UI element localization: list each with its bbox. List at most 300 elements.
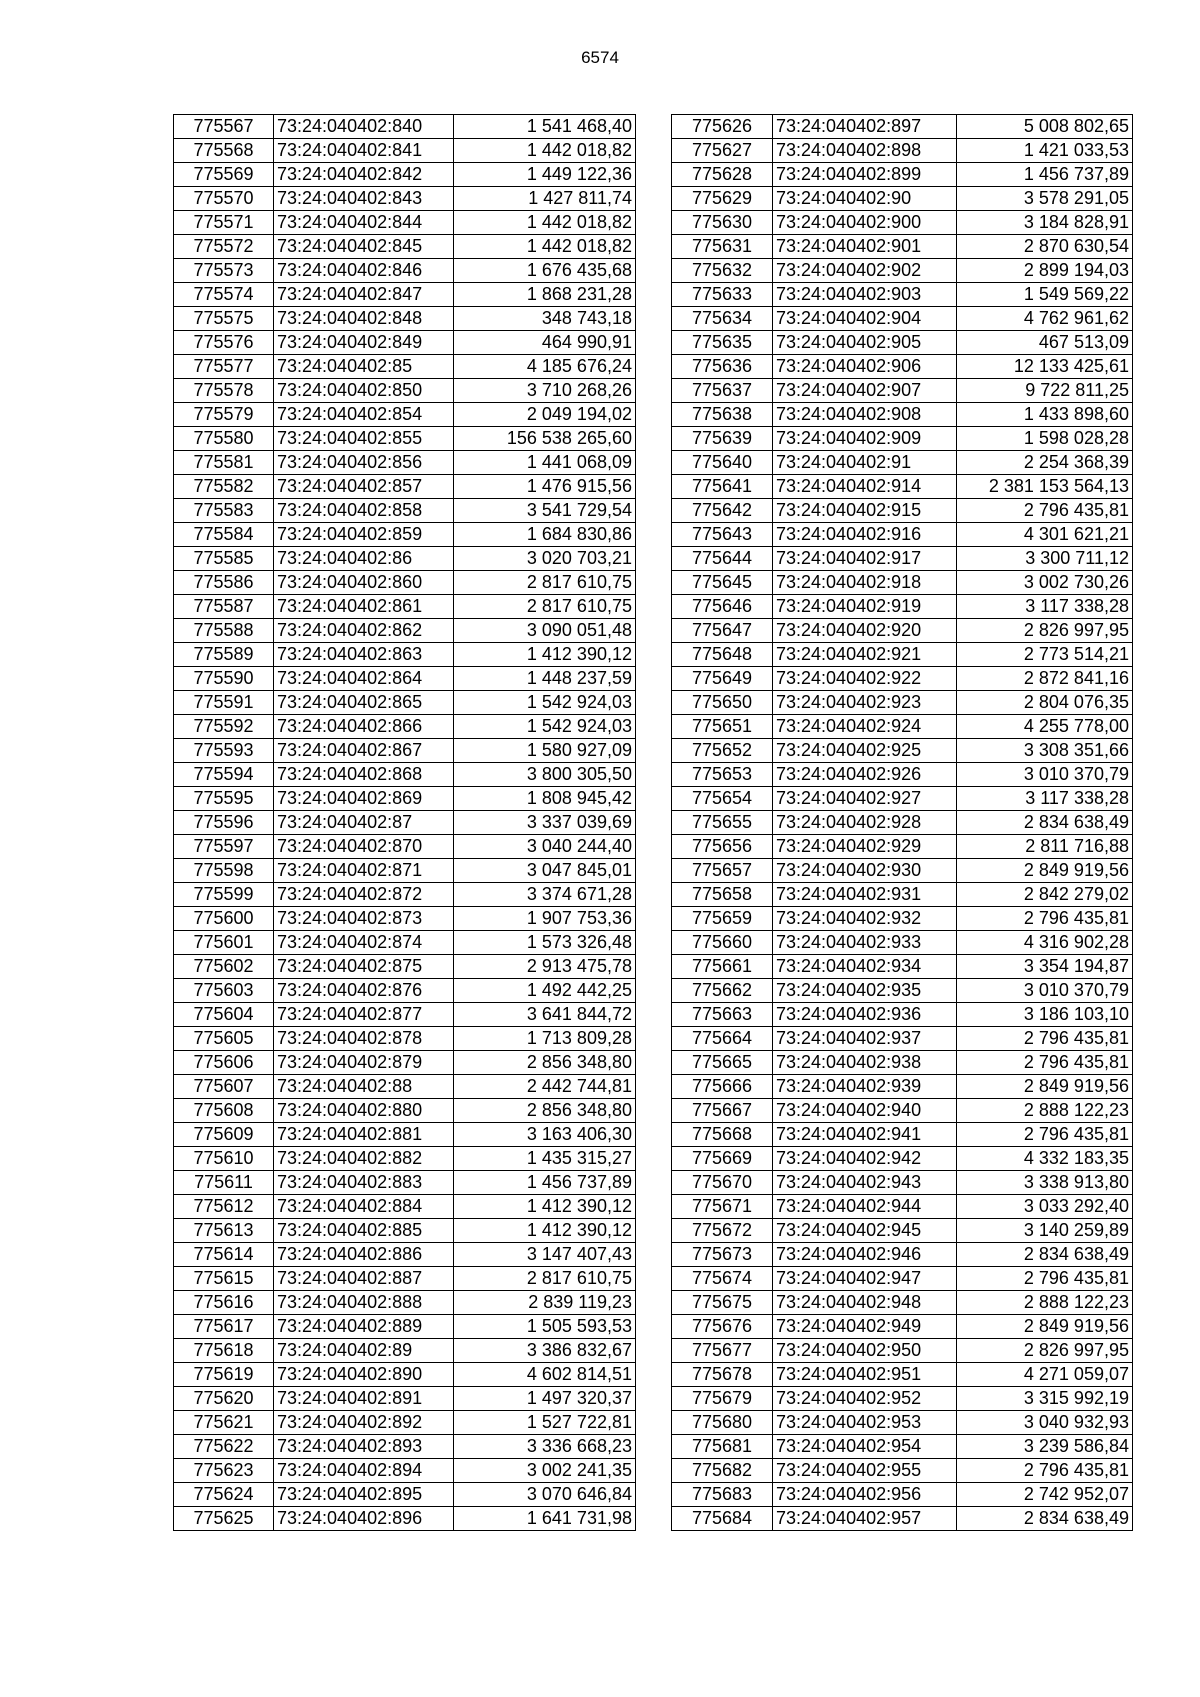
table-row <box>174 259 636 283</box>
cadastral-number-cell: 73:24:040402:846 <box>274 259 454 283</box>
cadastral-number-cell: 73:24:040402:85 <box>274 355 454 379</box>
value-cell: 2 381 153 564,13 <box>957 475 1133 499</box>
cadastral-number-cell: 73:24:040402:864 <box>274 667 454 691</box>
record-number-cell: 775671 <box>672 1195 773 1219</box>
cadastral-number-cell: 73:24:040402:914 <box>773 475 957 499</box>
table-row <box>174 187 636 211</box>
value-cell: 2 842 279,02 <box>957 883 1133 907</box>
table-row <box>174 643 636 667</box>
cadastral-number-cell: 73:24:040402:844 <box>274 211 454 235</box>
record-number-cell: 775606 <box>174 1051 274 1075</box>
table-row <box>174 451 636 475</box>
value-cell: 1 427 811,74 <box>454 187 636 211</box>
cadastral-number-cell: 73:24:040402:871 <box>274 859 454 883</box>
table-row <box>174 427 636 451</box>
record-number-cell: 775578 <box>174 379 274 403</box>
cadastral-number-cell: 73:24:040402:927 <box>773 787 957 811</box>
cadastral-number-cell: 73:24:040402:930 <box>773 859 957 883</box>
table-row <box>672 1387 1133 1411</box>
table-row <box>174 355 636 379</box>
table-row <box>672 571 1133 595</box>
record-number-cell: 775684 <box>672 1507 773 1531</box>
record-number-cell: 775621 <box>174 1411 274 1435</box>
cadastral-number-cell: 73:24:040402:854 <box>274 403 454 427</box>
table-row <box>174 331 636 355</box>
value-cell: 2 796 435,81 <box>957 1051 1133 1075</box>
record-number-cell: 775678 <box>672 1363 773 1387</box>
value-cell: 1 435 315,27 <box>454 1147 636 1171</box>
value-cell: 3 239 586,84 <box>957 1435 1133 1459</box>
table-row <box>672 403 1133 427</box>
cadastral-number-cell: 73:24:040402:859 <box>274 523 454 547</box>
value-cell: 2 442 744,81 <box>454 1075 636 1099</box>
cadastral-number-cell: 73:24:040402:938 <box>773 1051 957 1075</box>
table-row <box>672 859 1133 883</box>
table-row <box>174 403 636 427</box>
record-number-cell: 775610 <box>174 1147 274 1171</box>
cadastral-number-cell: 73:24:040402:925 <box>773 739 957 763</box>
cadastral-number-cell: 73:24:040402:857 <box>274 475 454 499</box>
record-number-cell: 775612 <box>174 1195 274 1219</box>
cadastral-number-cell: 73:24:040402:922 <box>773 667 957 691</box>
record-number-cell: 775643 <box>672 523 773 547</box>
record-number-cell: 775670 <box>672 1171 773 1195</box>
cadastral-number-cell: 73:24:040402:870 <box>274 835 454 859</box>
record-number-cell: 775658 <box>672 883 773 907</box>
value-cell: 3 315 992,19 <box>957 1387 1133 1411</box>
table-row <box>672 1075 1133 1099</box>
table-row <box>672 499 1133 523</box>
cadastral-number-cell: 73:24:040402:882 <box>274 1147 454 1171</box>
cadastral-number-cell: 73:24:040402:904 <box>773 307 957 331</box>
value-cell: 2 796 435,81 <box>957 1123 1133 1147</box>
cadastral-number-cell: 73:24:040402:896 <box>274 1507 454 1531</box>
value-cell: 2 839 119,23 <box>454 1291 636 1315</box>
table-row <box>174 283 636 307</box>
record-number-cell: 775574 <box>174 283 274 307</box>
record-number-cell: 775665 <box>672 1051 773 1075</box>
record-number-cell: 775582 <box>174 475 274 499</box>
table-row <box>672 211 1133 235</box>
value-cell: 1 542 924,03 <box>454 715 636 739</box>
record-number-cell: 775630 <box>672 211 773 235</box>
record-number-cell: 775651 <box>672 715 773 739</box>
table-row <box>672 883 1133 907</box>
table-row <box>174 1147 636 1171</box>
record-number-cell: 775663 <box>672 1003 773 1027</box>
table-row <box>672 811 1133 835</box>
value-cell: 467 513,09 <box>957 331 1133 355</box>
value-cell: 1 442 018,82 <box>454 235 636 259</box>
value-cell: 2 849 919,56 <box>957 859 1133 883</box>
table-row <box>174 1267 636 1291</box>
table-row <box>174 1003 636 1027</box>
value-cell: 2 870 630,54 <box>957 235 1133 259</box>
cadastral-number-cell: 73:24:040402:900 <box>773 211 957 235</box>
cadastral-number-cell: 73:24:040402:957 <box>773 1507 957 1531</box>
registry-table-right <box>671 114 1133 1531</box>
value-cell: 2 856 348,80 <box>454 1099 636 1123</box>
value-cell: 1 441 068,09 <box>454 451 636 475</box>
table-row <box>174 1219 636 1243</box>
value-cell: 2 899 194,03 <box>957 259 1133 283</box>
value-cell: 9 722 811,25 <box>957 379 1133 403</box>
cadastral-number-cell: 73:24:040402:89 <box>274 1339 454 1363</box>
cadastral-number-cell: 73:24:040402:931 <box>773 883 957 907</box>
record-number-cell: 775664 <box>672 1027 773 1051</box>
record-number-cell: 775588 <box>174 619 274 643</box>
cadastral-number-cell: 73:24:040402:884 <box>274 1195 454 1219</box>
value-cell: 3 337 039,69 <box>454 811 636 835</box>
value-cell: 2 913 475,78 <box>454 955 636 979</box>
value-cell: 2 817 610,75 <box>454 1267 636 1291</box>
record-number-cell: 775638 <box>672 403 773 427</box>
cadastral-number-cell: 73:24:040402:943 <box>773 1171 957 1195</box>
record-number-cell: 775675 <box>672 1291 773 1315</box>
cadastral-number-cell: 73:24:040402:888 <box>274 1291 454 1315</box>
record-number-cell: 775626 <box>672 115 773 139</box>
value-cell: 1 573 326,48 <box>454 931 636 955</box>
value-cell: 3 147 407,43 <box>454 1243 636 1267</box>
table-row <box>174 571 636 595</box>
cadastral-number-cell: 73:24:040402:953 <box>773 1411 957 1435</box>
table-row <box>672 1315 1133 1339</box>
record-number-cell: 775633 <box>672 283 773 307</box>
record-number-cell: 775584 <box>174 523 274 547</box>
record-number-cell: 775676 <box>672 1315 773 1339</box>
record-number-cell: 775682 <box>672 1459 773 1483</box>
table-row <box>174 715 636 739</box>
record-number-cell: 775572 <box>174 235 274 259</box>
table-row <box>672 283 1133 307</box>
cadastral-number-cell: 73:24:040402:849 <box>274 331 454 355</box>
value-cell: 4 316 902,28 <box>957 931 1133 955</box>
record-number-cell: 775589 <box>174 643 274 667</box>
table-row <box>174 1243 636 1267</box>
cadastral-number-cell: 73:24:040402:86 <box>274 547 454 571</box>
cadastral-number-cell: 73:24:040402:907 <box>773 379 957 403</box>
value-cell: 3 010 370,79 <box>957 763 1133 787</box>
table-row <box>174 1051 636 1075</box>
cadastral-number-cell: 73:24:040402:868 <box>274 763 454 787</box>
cadastral-number-cell: 73:24:040402:87 <box>274 811 454 835</box>
table-row <box>672 115 1133 139</box>
record-number-cell: 775605 <box>174 1027 274 1051</box>
table-row <box>174 1507 636 1531</box>
cadastral-number-cell: 73:24:040402:891 <box>274 1387 454 1411</box>
record-number-cell: 775653 <box>672 763 773 787</box>
cadastral-number-cell: 73:24:040402:861 <box>274 595 454 619</box>
cadastral-number-cell: 73:24:040402:945 <box>773 1219 957 1243</box>
table-row <box>672 1267 1133 1291</box>
table-row <box>174 931 636 955</box>
record-number-cell: 775615 <box>174 1267 274 1291</box>
table-row <box>672 475 1133 499</box>
cadastral-number-cell: 73:24:040402:893 <box>274 1435 454 1459</box>
registry-table-left <box>173 114 636 1531</box>
table-row <box>672 259 1133 283</box>
value-cell: 4 271 059,07 <box>957 1363 1133 1387</box>
record-number-cell: 775611 <box>174 1171 274 1195</box>
record-number-cell: 775600 <box>174 907 274 931</box>
cadastral-number-cell: 73:24:040402:917 <box>773 547 957 571</box>
table-row <box>174 211 636 235</box>
table-row <box>174 1483 636 1507</box>
record-number-cell: 775590 <box>174 667 274 691</box>
record-number-cell: 775674 <box>672 1267 773 1291</box>
record-number-cell: 775576 <box>174 331 274 355</box>
table-row <box>672 1147 1133 1171</box>
value-cell: 5 008 802,65 <box>957 115 1133 139</box>
record-number-cell: 775596 <box>174 811 274 835</box>
cadastral-number-cell: 73:24:040402:885 <box>274 1219 454 1243</box>
value-cell: 3 020 703,21 <box>454 547 636 571</box>
cadastral-number-cell: 73:24:040402:843 <box>274 187 454 211</box>
value-cell: 1 542 924,03 <box>454 691 636 715</box>
record-number-cell: 775617 <box>174 1315 274 1339</box>
table-row <box>672 1411 1133 1435</box>
cadastral-number-cell: 73:24:040402:855 <box>274 427 454 451</box>
table-row <box>174 235 636 259</box>
record-number-cell: 775652 <box>672 739 773 763</box>
table-row <box>174 1075 636 1099</box>
cadastral-number-cell: 73:24:040402:858 <box>274 499 454 523</box>
cadastral-number-cell: 73:24:040402:873 <box>274 907 454 931</box>
cadastral-number-cell: 73:24:040402:949 <box>773 1315 957 1339</box>
table-row <box>672 187 1133 211</box>
record-number-cell: 775649 <box>672 667 773 691</box>
record-number-cell: 775623 <box>174 1459 274 1483</box>
value-cell: 2 049 194,02 <box>454 403 636 427</box>
record-number-cell: 775660 <box>672 931 773 955</box>
cadastral-number-cell: 73:24:040402:878 <box>274 1027 454 1051</box>
cadastral-number-cell: 73:24:040402:898 <box>773 139 957 163</box>
value-cell: 1 684 830,86 <box>454 523 636 547</box>
cadastral-number-cell: 73:24:040402:895 <box>274 1483 454 1507</box>
cadastral-number-cell: 73:24:040402:955 <box>773 1459 957 1483</box>
value-cell: 3 002 241,35 <box>454 1459 636 1483</box>
value-cell: 1 433 898,60 <box>957 403 1133 427</box>
table-row <box>672 1483 1133 1507</box>
value-cell: 2 796 435,81 <box>957 907 1133 931</box>
value-cell: 1 442 018,82 <box>454 139 636 163</box>
cadastral-number-cell: 73:24:040402:842 <box>274 163 454 187</box>
cadastral-number-cell: 73:24:040402:897 <box>773 115 957 139</box>
value-cell: 2 834 638,49 <box>957 811 1133 835</box>
table-row <box>174 835 636 859</box>
cadastral-number-cell: 73:24:040402:901 <box>773 235 957 259</box>
table-row <box>174 619 636 643</box>
cadastral-number-cell: 73:24:040402:88 <box>274 1075 454 1099</box>
table-row <box>174 787 636 811</box>
value-cell: 1 713 809,28 <box>454 1027 636 1051</box>
value-cell: 3 040 932,93 <box>957 1411 1133 1435</box>
value-cell: 1 641 731,98 <box>454 1507 636 1531</box>
table-row <box>174 811 636 835</box>
table-row <box>672 451 1133 475</box>
record-number-cell: 775625 <box>174 1507 274 1531</box>
value-cell: 2 849 919,56 <box>957 1075 1133 1099</box>
record-number-cell: 775570 <box>174 187 274 211</box>
record-number-cell: 775634 <box>672 307 773 331</box>
record-number-cell: 775573 <box>174 259 274 283</box>
record-number-cell: 775571 <box>174 211 274 235</box>
cadastral-number-cell: 73:24:040402:867 <box>274 739 454 763</box>
cadastral-number-cell: 73:24:040402:841 <box>274 139 454 163</box>
cadastral-number-cell: 73:24:040402:941 <box>773 1123 957 1147</box>
table-row <box>174 139 636 163</box>
record-number-cell: 775668 <box>672 1123 773 1147</box>
record-number-cell: 775603 <box>174 979 274 1003</box>
value-cell: 3 336 668,23 <box>454 1435 636 1459</box>
record-number-cell: 775679 <box>672 1387 773 1411</box>
table-row <box>174 595 636 619</box>
table-row <box>672 1339 1133 1363</box>
value-cell: 1 449 122,36 <box>454 163 636 187</box>
value-cell: 2 817 610,75 <box>454 595 636 619</box>
record-number-cell: 775569 <box>174 163 274 187</box>
value-cell: 3 090 051,48 <box>454 619 636 643</box>
table-row <box>174 499 636 523</box>
table-row <box>672 955 1133 979</box>
value-cell: 3 140 259,89 <box>957 1219 1133 1243</box>
value-cell: 1 868 231,28 <box>454 283 636 307</box>
value-cell: 4 185 676,24 <box>454 355 636 379</box>
table-row <box>174 1339 636 1363</box>
value-cell: 3 184 828,91 <box>957 211 1133 235</box>
record-number-cell: 775609 <box>174 1123 274 1147</box>
value-cell: 1 448 237,59 <box>454 667 636 691</box>
table-row <box>672 307 1133 331</box>
table-row <box>672 1003 1133 1027</box>
value-cell: 1 412 390,12 <box>454 643 636 667</box>
record-number-cell: 775683 <box>672 1483 773 1507</box>
cadastral-number-cell: 73:24:040402:866 <box>274 715 454 739</box>
value-cell: 1 549 569,22 <box>957 283 1133 307</box>
value-cell: 464 990,91 <box>454 331 636 355</box>
table-row <box>174 859 636 883</box>
value-cell: 1 492 442,25 <box>454 979 636 1003</box>
table-row <box>672 979 1133 1003</box>
table-row <box>672 331 1133 355</box>
value-cell: 1 676 435,68 <box>454 259 636 283</box>
value-cell: 1 412 390,12 <box>454 1195 636 1219</box>
record-number-cell: 775677 <box>672 1339 773 1363</box>
table-row <box>174 475 636 499</box>
record-number-cell: 775650 <box>672 691 773 715</box>
record-number-cell: 775629 <box>672 187 773 211</box>
table-row <box>174 1027 636 1051</box>
value-cell: 3 117 338,28 <box>957 595 1133 619</box>
record-number-cell: 775601 <box>174 931 274 955</box>
table-row <box>672 379 1133 403</box>
cadastral-number-cell: 73:24:040402:944 <box>773 1195 957 1219</box>
table-row <box>672 835 1133 859</box>
value-cell: 1 476 915,56 <box>454 475 636 499</box>
cadastral-number-cell: 73:24:040402:865 <box>274 691 454 715</box>
value-cell: 3 800 305,50 <box>454 763 636 787</box>
record-number-cell: 775608 <box>174 1099 274 1123</box>
cadastral-number-cell: 73:24:040402:875 <box>274 955 454 979</box>
record-number-cell: 775595 <box>174 787 274 811</box>
value-cell: 3 040 244,40 <box>454 835 636 859</box>
table-row <box>672 1459 1133 1483</box>
value-cell: 3 002 730,26 <box>957 571 1133 595</box>
value-cell: 1 527 722,81 <box>454 1411 636 1435</box>
record-number-cell: 775662 <box>672 979 773 1003</box>
table-row <box>672 427 1133 451</box>
value-cell: 1 907 753,36 <box>454 907 636 931</box>
value-cell: 3 047 845,01 <box>454 859 636 883</box>
record-number-cell: 775627 <box>672 139 773 163</box>
value-cell: 3 386 832,67 <box>454 1339 636 1363</box>
cadastral-number-cell: 73:24:040402:848 <box>274 307 454 331</box>
record-number-cell: 775644 <box>672 547 773 571</box>
cadastral-number-cell: 73:24:040402:902 <box>773 259 957 283</box>
table-row <box>174 907 636 931</box>
record-number-cell: 775635 <box>672 331 773 355</box>
cadastral-number-cell: 73:24:040402:886 <box>274 1243 454 1267</box>
value-cell: 3 033 292,40 <box>957 1195 1133 1219</box>
cadastral-number-cell: 73:24:040402:923 <box>773 691 957 715</box>
record-number-cell: 775579 <box>174 403 274 427</box>
cadastral-number-cell: 73:24:040402:935 <box>773 979 957 1003</box>
value-cell: 3 163 406,30 <box>454 1123 636 1147</box>
cadastral-number-cell: 73:24:040402:883 <box>274 1171 454 1195</box>
table-row <box>672 547 1133 571</box>
cadastral-number-cell: 73:24:040402:847 <box>274 283 454 307</box>
value-cell: 1 442 018,82 <box>454 211 636 235</box>
value-cell: 2 254 368,39 <box>957 451 1133 475</box>
value-cell: 156 538 265,60 <box>454 427 636 451</box>
table-row <box>672 355 1133 379</box>
record-number-cell: 775604 <box>174 1003 274 1027</box>
value-cell: 2 856 348,80 <box>454 1051 636 1075</box>
record-number-cell: 775647 <box>672 619 773 643</box>
table-row <box>672 1195 1133 1219</box>
table-row <box>174 979 636 1003</box>
cadastral-number-cell: 73:24:040402:876 <box>274 979 454 1003</box>
record-number-cell: 775607 <box>174 1075 274 1099</box>
cadastral-number-cell: 73:24:040402:942 <box>773 1147 957 1171</box>
table-row <box>672 1363 1133 1387</box>
cadastral-number-cell: 73:24:040402:906 <box>773 355 957 379</box>
value-cell: 1 412 390,12 <box>454 1219 636 1243</box>
cadastral-number-cell: 73:24:040402:924 <box>773 715 957 739</box>
cadastral-number-cell: 73:24:040402:881 <box>274 1123 454 1147</box>
value-cell: 4 301 621,21 <box>957 523 1133 547</box>
value-cell: 2 804 076,35 <box>957 691 1133 715</box>
cadastral-number-cell: 73:24:040402:887 <box>274 1267 454 1291</box>
value-cell: 2 811 716,88 <box>957 835 1133 859</box>
record-number-cell: 775639 <box>672 427 773 451</box>
cadastral-number-cell: 73:24:040402:905 <box>773 331 957 355</box>
record-number-cell: 775641 <box>672 475 773 499</box>
record-number-cell: 775645 <box>672 571 773 595</box>
cadastral-number-cell: 73:24:040402:880 <box>274 1099 454 1123</box>
record-number-cell: 775628 <box>672 163 773 187</box>
value-cell: 2 796 435,81 <box>957 1267 1133 1291</box>
cadastral-number-cell: 73:24:040402:946 <box>773 1243 957 1267</box>
record-number-cell: 775657 <box>672 859 773 883</box>
record-number-cell: 775637 <box>672 379 773 403</box>
table-row <box>672 667 1133 691</box>
cadastral-number-cell: 73:24:040402:915 <box>773 499 957 523</box>
record-number-cell: 775666 <box>672 1075 773 1099</box>
table-row <box>174 1195 636 1219</box>
value-cell: 2 817 610,75 <box>454 571 636 595</box>
value-cell: 2 826 997,95 <box>957 1339 1133 1363</box>
